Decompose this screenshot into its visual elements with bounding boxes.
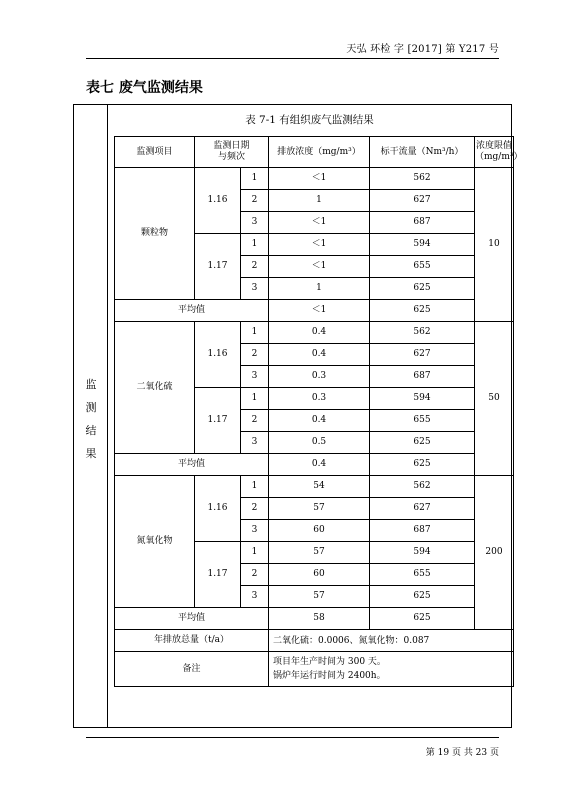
header-date [195, 137, 269, 168]
footer-rule [86, 737, 499, 738]
concentration-value: 57 [269, 498, 370, 520]
side-label-char: 监 [85, 378, 97, 391]
average-concentration: 58 [269, 608, 370, 630]
concentration-value: 0.3 [269, 388, 370, 410]
header-rule [86, 58, 499, 59]
frequency-number: 1 [241, 322, 269, 344]
side-label-char: 果 [85, 447, 97, 460]
flow-value: 655 [370, 564, 475, 586]
concentration-value: 0.3 [269, 366, 370, 388]
flow-value: 655 [370, 256, 475, 278]
concentration-value: 57 [269, 586, 370, 608]
header-limit-line1: 浓度限值 [476, 141, 513, 151]
concentration-value: 60 [269, 520, 370, 542]
remark-line: 项目年生产时间为 300 天。 [273, 657, 386, 667]
frequency-number: 3 [241, 432, 269, 454]
average-concentration: ＜1 [269, 300, 370, 322]
pollutant-name: 二氧化硫 [115, 322, 195, 454]
data-row [115, 476, 514, 498]
average-flow: 625 [370, 608, 475, 630]
remark-text [269, 652, 514, 687]
concentration-value: 57 [269, 542, 370, 564]
emission-table [114, 136, 523, 687]
concentration-value: ＜1 [269, 256, 370, 278]
concentration-value: ＜1 [269, 212, 370, 234]
flow-value: 625 [370, 586, 475, 608]
frequency-number: 2 [241, 256, 269, 278]
frequency-number: 1 [241, 168, 269, 190]
monitoring-date: 1.16 [195, 322, 241, 388]
frequency-number: 2 [241, 190, 269, 212]
frequency-number: 2 [241, 410, 269, 432]
average-row [115, 300, 514, 322]
concentration-value: 0.4 [269, 410, 370, 432]
concentration-limit: 10 [475, 168, 514, 322]
average-flow: 625 [370, 454, 475, 476]
monitoring-date: 1.17 [195, 542, 241, 608]
frequency-number: 3 [241, 520, 269, 542]
table-title: 表 7-1 有组织废气监测结果 [245, 114, 374, 126]
flow-value: 562 [370, 168, 475, 190]
flow-value: 594 [370, 388, 475, 410]
frequency-number: 2 [241, 498, 269, 520]
annual-emission-label: 年排放总量（t/a） [115, 630, 269, 652]
concentration-value: 0.4 [269, 322, 370, 344]
side-label [74, 373, 108, 465]
remark-label: 备注 [115, 652, 269, 687]
flow-value: 627 [370, 344, 475, 366]
concentration-value: 0.5 [269, 432, 370, 454]
flow-value: 627 [370, 190, 475, 212]
side-label-char: 结 [85, 424, 97, 437]
header-item: 监测项目 [115, 137, 195, 168]
flow-value: 562 [370, 322, 475, 344]
average-label: 平均值 [115, 300, 269, 322]
average-label: 平均值 [115, 608, 269, 630]
average-label: 平均值 [115, 454, 269, 476]
remark-line: 锅炉年运行时间为 2400h。 [273, 671, 386, 681]
monitoring-date: 1.16 [195, 168, 241, 234]
concentration-limit: 200 [475, 476, 514, 630]
concentration-value: 1 [269, 190, 370, 212]
flow-value: 594 [370, 234, 475, 256]
frequency-number: 3 [241, 212, 269, 234]
frequency-number: 3 [241, 278, 269, 300]
results-frame [73, 104, 523, 728]
monitoring-date: 1.17 [195, 388, 241, 454]
header-limit-line2: （mg/m³） [475, 152, 523, 162]
concentration-value: 54 [269, 476, 370, 498]
concentration-value: ＜1 [269, 234, 370, 256]
results-side-column [74, 105, 108, 727]
flow-value: 627 [370, 498, 475, 520]
average-flow: 625 [370, 300, 475, 322]
frequency-number: 3 [241, 586, 269, 608]
document-reference-number: 天弘 环检 字 [2017] 第 Y217 号 [346, 44, 499, 55]
data-row [115, 168, 514, 190]
frequency-number: 1 [241, 476, 269, 498]
average-row [115, 454, 514, 476]
flow-value: 687 [370, 520, 475, 542]
average-row [115, 608, 514, 630]
frequency-number: 1 [241, 388, 269, 410]
flow-value: 655 [370, 410, 475, 432]
header-date-line1: 监测日期 [213, 141, 250, 151]
header-limit [475, 137, 523, 168]
flow-value: 687 [370, 366, 475, 388]
annual-emission-row [115, 630, 514, 652]
flow-value: 687 [370, 212, 475, 234]
concentration-value: ＜1 [269, 168, 370, 190]
frequency-number: 2 [241, 564, 269, 586]
pollutant-name: 氮氧化物 [115, 476, 195, 608]
header-concentration: 排放浓度（mg/m³） [269, 137, 370, 168]
flow-value: 562 [370, 476, 475, 498]
header-date-line2: 与频次 [218, 152, 246, 162]
pollutant-name: 颗粒物 [115, 168, 195, 300]
flow-value: 625 [370, 278, 475, 300]
average-concentration: 0.4 [269, 454, 370, 476]
monitoring-date: 1.17 [195, 234, 241, 300]
remark-row [115, 652, 514, 687]
frequency-number: 3 [241, 366, 269, 388]
concentration-limit: 50 [475, 322, 514, 476]
side-label-char: 测 [85, 401, 97, 414]
flow-value: 594 [370, 542, 475, 564]
table-header-row [115, 137, 514, 168]
frequency-number: 2 [241, 344, 269, 366]
data-row [115, 322, 514, 344]
frequency-number: 1 [241, 234, 269, 256]
flow-value: 625 [370, 432, 475, 454]
concentration-value: 1 [269, 278, 370, 300]
monitoring-date: 1.16 [195, 476, 241, 542]
header-flow: 标干流量（Nm³/h） [370, 137, 475, 168]
concentration-value: 60 [269, 564, 370, 586]
section-title: 表七 废气监测结果 [86, 80, 203, 96]
annual-emission-value: 二氧化硫：0.0006、氮氧化物：0.087 [269, 630, 514, 652]
page-number: 第 19 页 共 23 页 [425, 748, 499, 758]
concentration-value: 0.4 [269, 344, 370, 366]
frequency-number: 1 [241, 542, 269, 564]
